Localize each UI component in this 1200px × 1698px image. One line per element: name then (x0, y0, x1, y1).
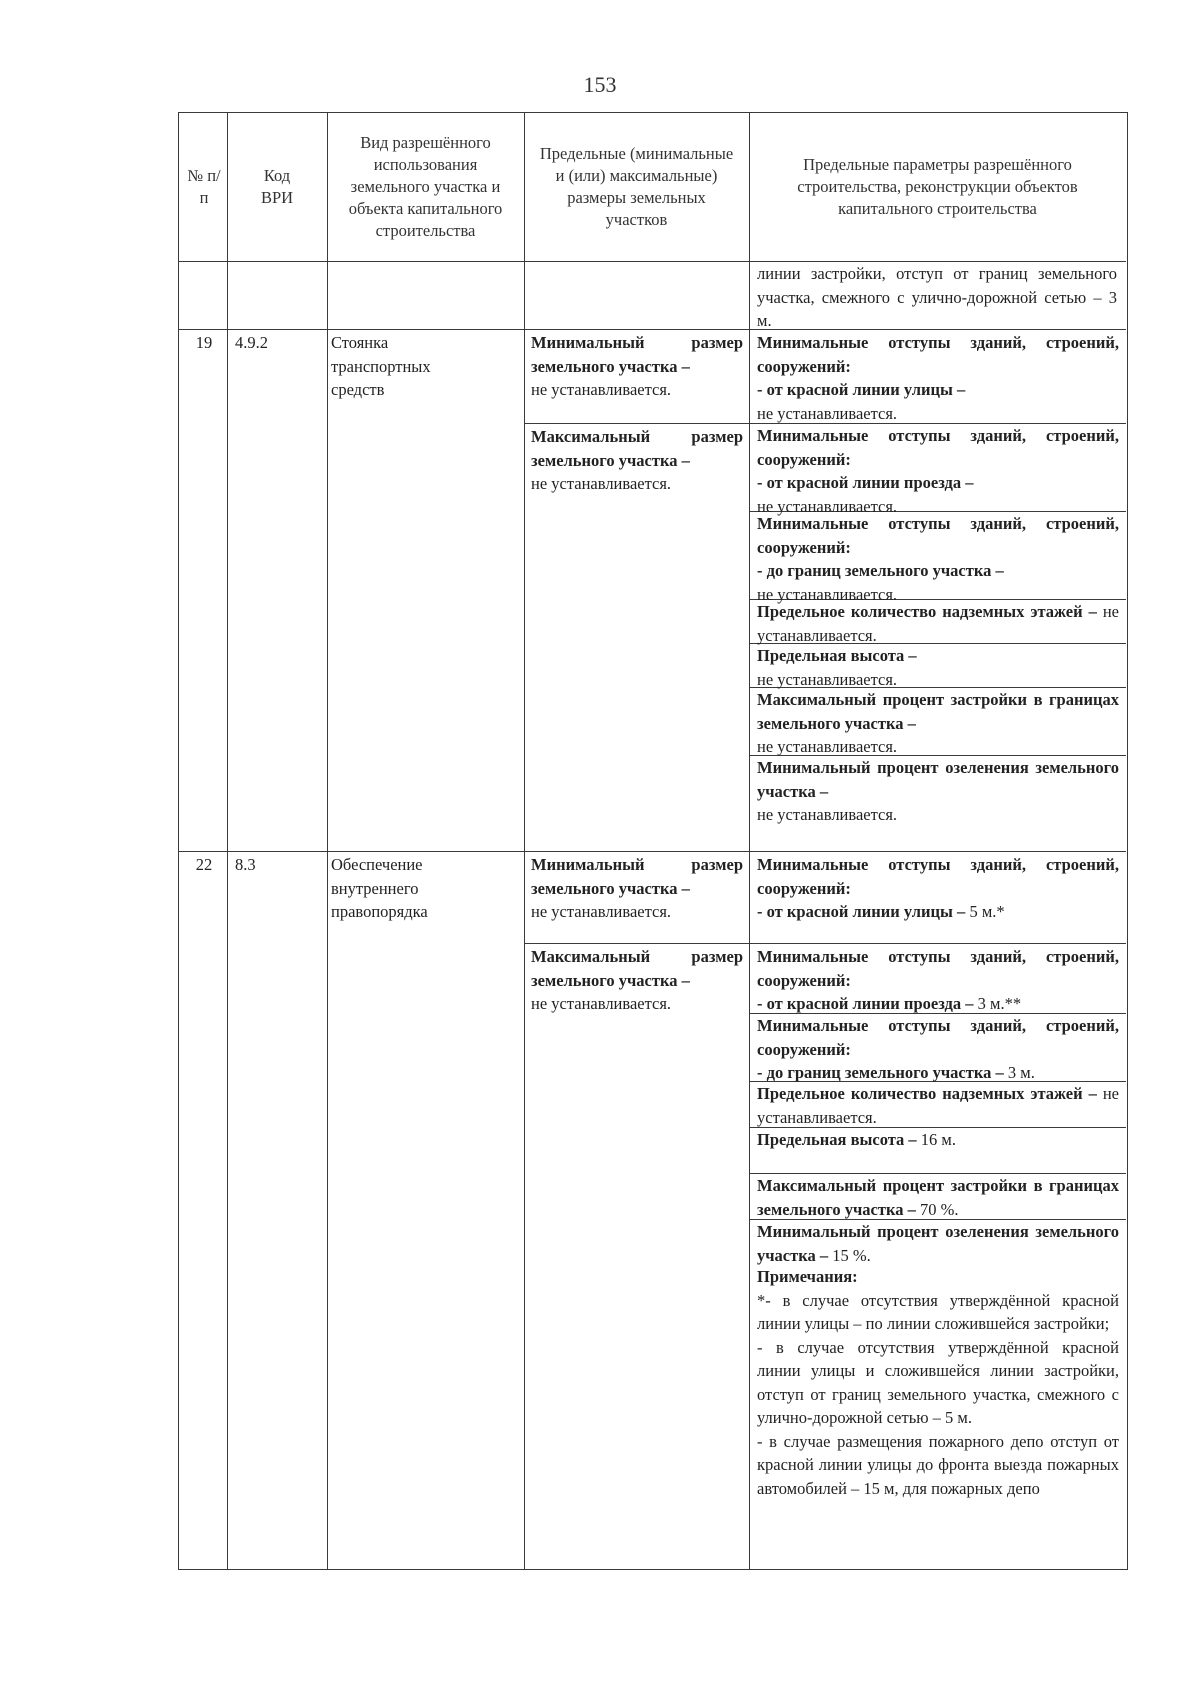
param-cell (757, 756, 1119, 827)
param-label: Минимальный процент озеленения земельного участка – (757, 758, 1119, 801)
param-sublabel: - до границ земельного участка – (757, 561, 1004, 580)
max-size-value: не устанавливается. (531, 994, 672, 1013)
param-value: не устанавливается. (757, 669, 898, 689)
min-size-value: не устанавливается. (531, 380, 672, 399)
param-value: не устанавливается. (757, 403, 898, 423)
column-divider (227, 113, 228, 1569)
param-sublabel: - от красной линии проезда – (757, 473, 974, 492)
row-number: 22 (195, 855, 213, 874)
param-label: Максимальный процент застройки в границах земельного участка – (757, 690, 1119, 733)
param-sublabel: - от красной линии улицы – (757, 380, 966, 399)
param-cell (757, 331, 1119, 425)
row-use: Обеспечение внутреннего правопорядка (331, 855, 428, 921)
param-label: Минимальные отступы зданий, строений, сооружений: (757, 426, 1119, 469)
row-code: 8.3 (235, 855, 256, 874)
param-value: 70 %. (919, 1199, 959, 1219)
row-number: 19 (195, 333, 213, 352)
param-cell (757, 600, 1119, 647)
param-value: 3 м. (1007, 1063, 1035, 1082)
param-cell (757, 512, 1119, 606)
header-use: Вид разрешённого использования земельного участка и объекта капитального строительства (348, 133, 503, 240)
max-size-label: Максимальный размер земельного участка – (531, 947, 743, 990)
header-sizes: Предельные (минимальные и (или) максимальные) размеры земельных участков (539, 144, 734, 229)
param-cell (757, 1014, 1119, 1085)
param-label: Минимальный процент озеленения земельного участка – (757, 1222, 1119, 1265)
cell-divider (524, 943, 749, 944)
param-value: 16 м. (920, 1130, 956, 1149)
row-use: Стоянка транспортных средств (331, 333, 431, 399)
column-divider (749, 113, 750, 1569)
param-sublabel: - до границ земельного участка – (757, 1063, 1004, 1082)
page-number: 153 (583, 72, 617, 97)
param-cell (757, 945, 1119, 1016)
header-code: Код ВРИ (260, 166, 294, 207)
param-value: не устанавливается. (757, 805, 898, 824)
param-value: 5 м.* (969, 902, 1005, 921)
regulations-table (178, 112, 1128, 1570)
max-size-label: Максимальный размер земельного участка – (531, 427, 743, 470)
min-size-value: не устанавливается. (531, 902, 672, 921)
param-value: не устанавливается. (757, 737, 898, 756)
column-divider (327, 113, 328, 1569)
param-sublabel: - от красной линии проезда – (757, 994, 974, 1013)
param-label: Предельная высота – (757, 1130, 917, 1149)
param-sublabel: - от красной линии улицы – (757, 902, 966, 921)
column-divider (524, 113, 525, 1569)
cell-divider (524, 423, 749, 424)
param-value: не устанавливается. (757, 1084, 1119, 1127)
min-size-cell (531, 331, 743, 402)
param-cell (757, 424, 1119, 518)
param-cell (757, 1082, 1119, 1129)
row-divider (179, 851, 1126, 852)
param-cell (757, 688, 1119, 759)
param-label: Предельное количество надземных этажей – (757, 602, 1097, 621)
param-label: Минимальные отступы зданий, строений, сооружений: (757, 855, 1119, 898)
notes-cell (757, 1265, 1119, 1500)
min-size-cell (531, 853, 743, 924)
continuation-text: линии застройки, отступ от границ земельного участка, смежного с улично-дорожной сетью – 3 м. (757, 264, 1117, 330)
notes-cell (757, 1221, 1119, 1268)
param-label: Максимальный процент застройки в границах земельного участка – (757, 1176, 1119, 1219)
param-cell (757, 853, 1119, 924)
note-item: *- в случае отсутствия утверждённой красной линии улицы – по линии сложившейся застройки; (757, 1290, 1119, 1333)
cell-divider (749, 943, 1126, 944)
param-value: 3 м.** (977, 994, 1022, 1013)
note-item: - в случае отсутствия утверждённой красной линии улицы и сложившейся линии застройки, отступ от границ земельного участка, смежного с улично-дорожной сетью – 5 м. (757, 1337, 1119, 1427)
param-label: Минимальные отступы зданий, строений, сооружений: (757, 947, 1119, 990)
min-size-label: Минимальный размер земельного участка – (531, 333, 743, 376)
note-item: - в случае размещения пожарного депо отступ от красной линии улицы до фронта выезда пожарных автомобилей – 15 м, для пожарных депо (757, 1431, 1119, 1498)
param-cell (757, 1128, 1119, 1152)
min-size-label: Минимальный размер земельного участка – (531, 855, 743, 898)
param-label: Предельная высота – (757, 646, 917, 665)
max-size-value: не устанавливается. (531, 474, 672, 493)
max-size-cell (531, 425, 743, 496)
param-label: Минимальные отступы зданий, строений, сооружений: (757, 1016, 1119, 1059)
max-size-cell (531, 945, 743, 1016)
param-label: Предельное количество надземных этажей – (757, 1084, 1097, 1103)
param-value: 15 %. (832, 1245, 871, 1265)
param-value: не устанавливается. (757, 496, 898, 516)
row-code: 4.9.2 (235, 333, 268, 352)
header-params: Предельные параметры разрешённого строительства, реконструкции объектов капитального строительства (797, 155, 1078, 218)
header-num: № п/п (187, 166, 221, 207)
param-cell (757, 644, 1119, 691)
notes-title: Примечания: (757, 1267, 858, 1286)
param-value: не устанавливается. (757, 584, 898, 604)
param-value: не устанавливается. (757, 602, 1119, 645)
param-label: Минимальные отступы зданий, строений, сооружений: (757, 514, 1119, 557)
param-cell (757, 1174, 1119, 1221)
param-label: Минимальные отступы зданий, строений, сооружений: (757, 333, 1119, 376)
